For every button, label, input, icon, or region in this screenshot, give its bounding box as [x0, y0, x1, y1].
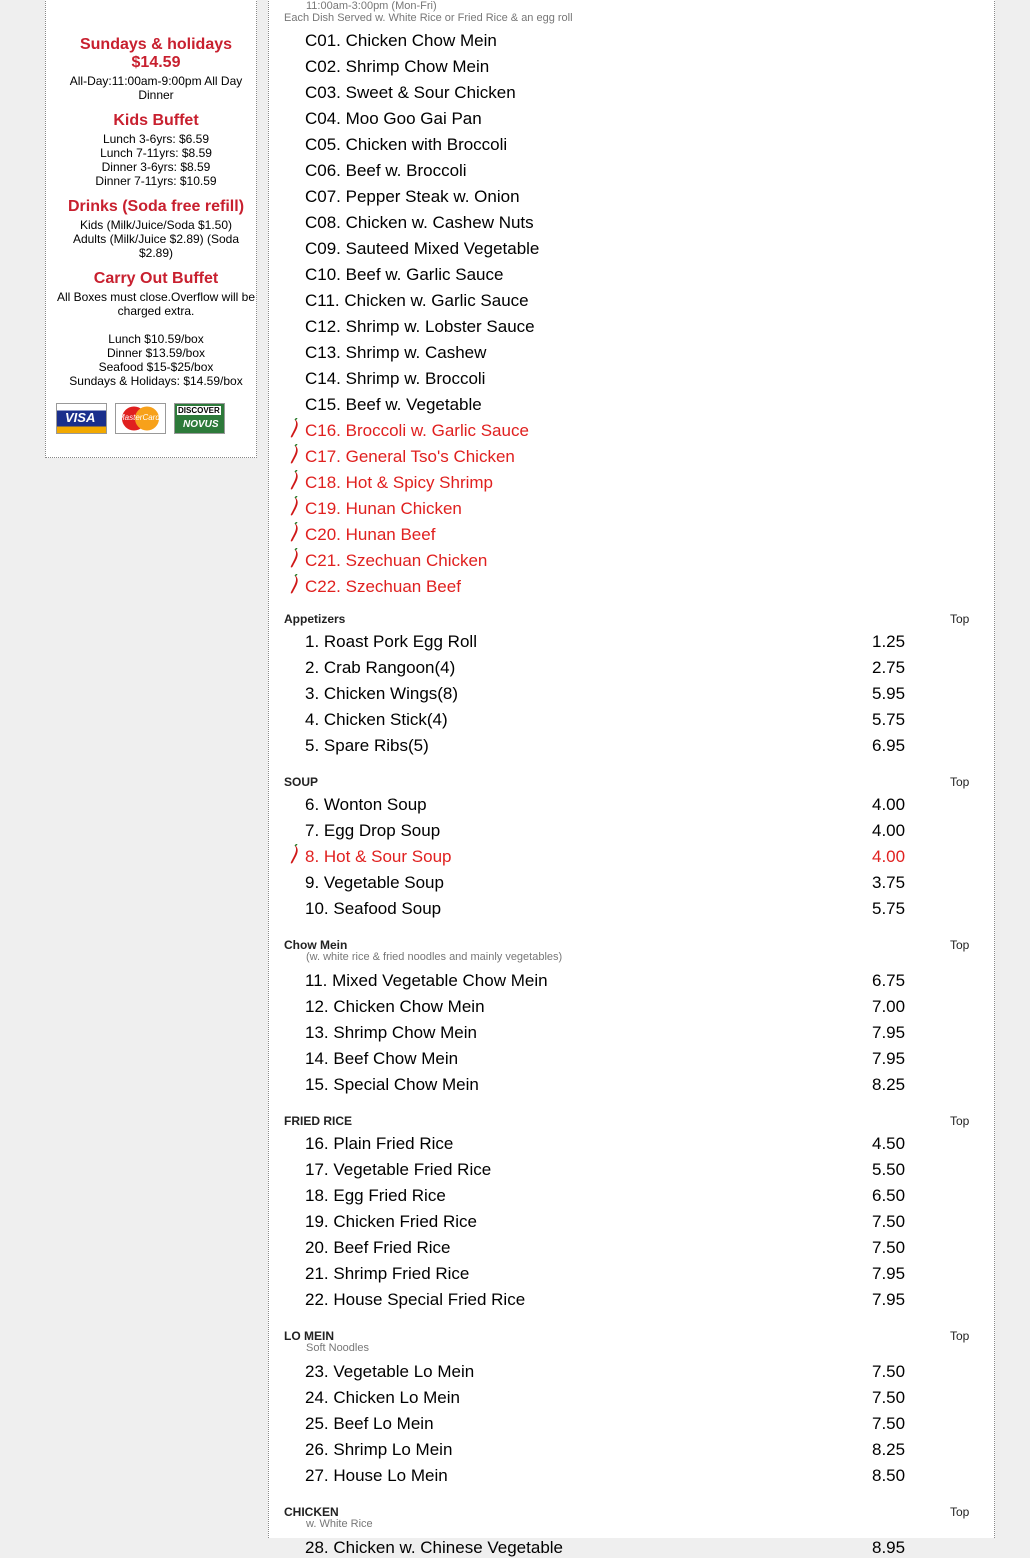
menu-item-price: 7.50	[872, 1362, 906, 1381]
hot-pepper-icon	[288, 574, 300, 596]
section-title: Chow Mein	[284, 938, 348, 952]
menu-item: 25. Beef Lo Mein	[305, 1414, 434, 1433]
menu-item: 9. Vegetable Soup	[305, 873, 444, 892]
novus-logo-text: NOVUS	[183, 419, 219, 430]
menu-item: 21. Shrimp Fried Rice	[305, 1264, 470, 1283]
discover-logo-text: DISCOVER	[178, 406, 220, 415]
menu-item: 14. Beef Chow Mein	[305, 1049, 459, 1068]
menu-item: C20. Hunan Beef	[305, 525, 436, 544]
menu-item-price: 8.95	[872, 1538, 906, 1557]
hot-pepper-icon	[288, 522, 300, 544]
lunch-note: Each Dish Served w. White Rice or Fried Rice & an egg roll	[284, 12, 573, 24]
menu-item: 24. Chicken Lo Mein	[305, 1388, 460, 1407]
menu-item: 5. Spare Ribs(5)	[305, 736, 429, 755]
lunch-hours: 11:00am-3:00pm (Mon-Fri)	[306, 0, 437, 12]
menu-item: C19. Hunan Chicken	[305, 499, 462, 518]
drinks-adults: Adults (Milk/Juice $2.89) (Soda $2.89)	[72, 232, 240, 260]
menu-item: 18. Egg Fried Rice	[305, 1186, 446, 1205]
menu-item: 4. Chicken Stick(4)	[305, 710, 448, 729]
sidebar	[45, 0, 257, 458]
menu-item: C16. Broccoli w. Garlic Sauce	[305, 421, 529, 440]
menu-item: C08. Chicken w. Cashew Nuts	[305, 213, 534, 232]
hot-pepper-icon	[288, 444, 300, 466]
menu-item: 15. Special Chow Mein	[305, 1075, 479, 1094]
menu-item: C11. Chicken w. Garlic Sauce	[305, 291, 529, 310]
menu-item: C09. Sauteed Mixed Vegetable	[305, 239, 540, 258]
menu-item-price: 4.50	[872, 1134, 906, 1153]
section-subtitle: w. White Rice	[306, 1518, 373, 1530]
menu-item: C12. Shrimp w. Lobster Sauce	[305, 317, 535, 336]
menu-item: 19. Chicken Fried Rice	[305, 1212, 477, 1231]
carry-out-line: Lunch $10.59/box	[108, 332, 204, 346]
mastercard-logo-text: MasterCard	[118, 413, 160, 422]
menu-item-price: 5.75	[872, 899, 906, 918]
hot-pepper-icon	[288, 470, 300, 492]
menu-item: C14. Shrimp w. Broccoli	[305, 369, 486, 388]
section-subtitle: (w. white rice & fried noodles and mainly vegetables)	[306, 951, 563, 963]
carry-out-line: Sundays & Holidays: $14.59/box	[69, 374, 243, 388]
menu-item-price: 5.50	[872, 1160, 906, 1179]
menu-item: C10. Beef w. Garlic Sauce	[305, 265, 504, 284]
menu-item-price: 7.95	[872, 1049, 906, 1068]
menu-item-price: 7.50	[872, 1388, 906, 1407]
sundays-hours: All-Day:11:00am-9:00pm All Day Dinner	[69, 74, 243, 102]
menu-item-price: 8.25	[872, 1440, 906, 1459]
menu-item: 11. Mixed Vegetable Chow Mein	[305, 971, 548, 990]
sundays-price: $14.59	[131, 54, 181, 71]
menu-item: 8. Hot & Sour Soup	[305, 847, 452, 866]
menu-item: C13. Shrimp w. Cashew	[305, 343, 487, 362]
top-link[interactable]: Top	[950, 938, 970, 952]
menu-item-price: 8.25	[872, 1075, 906, 1094]
menu-item: 20. Beef Fried Rice	[305, 1238, 451, 1257]
section-title: SOUP	[284, 775, 319, 789]
menu-item: C06. Beef w. Broccoli	[305, 161, 467, 180]
kids-line: Lunch 7-11yrs: $8.59	[100, 146, 212, 160]
menu-item-price: 8.50	[872, 1466, 906, 1485]
menu-item: 6. Wonton Soup	[305, 795, 427, 814]
payment-cards	[56, 403, 233, 434]
top-link[interactable]: Top	[950, 775, 970, 789]
section-title: Appetizers	[284, 612, 346, 626]
discover-card-icon	[174, 403, 225, 434]
menu-item: 10. Seafood Soup	[305, 899, 442, 918]
section-subtitle: Soft Noodles	[306, 1342, 369, 1354]
hot-pepper-icon	[288, 548, 300, 570]
top-link[interactable]: Top	[950, 1114, 970, 1128]
menu-item: 12. Chicken Chow Mein	[305, 997, 485, 1016]
menu-item: C18. Hot & Spicy Shrimp	[305, 473, 494, 492]
menu-item-price: 4.00	[872, 821, 906, 840]
hot-pepper-icon	[288, 496, 300, 518]
hot-pepper-icon	[288, 844, 300, 866]
carry-out-line: Seafood $15-$25/box	[98, 360, 214, 374]
menu-item-price: 3.75	[872, 873, 906, 892]
menu-item: 23. Vegetable Lo Mein	[305, 1362, 475, 1381]
menu-item: 1. Roast Pork Egg Roll	[305, 632, 477, 651]
menu-item-price: 7.95	[872, 1290, 906, 1309]
sundays-block	[54, 36, 258, 102]
kids-block	[54, 112, 258, 188]
section-title: CHICKEN	[284, 1505, 339, 1519]
menu-item: 7. Egg Drop Soup	[305, 821, 441, 840]
mastercard-card-icon	[115, 403, 166, 434]
menu-item-price: 2.75	[872, 658, 906, 677]
menu-item-price: 7.00	[872, 997, 906, 1016]
menu-item-price: 7.50	[872, 1238, 906, 1257]
menu-item-price: 6.75	[872, 971, 906, 990]
menu-item: 13. Shrimp Chow Mein	[305, 1023, 477, 1042]
menu-item: C21. Szechuan Chicken	[305, 551, 488, 570]
menu-item: C03. Sweet & Sour Chicken	[305, 83, 516, 102]
menu-item-price: 5.75	[872, 710, 906, 729]
menu-item: 22. House Special Fried Rice	[305, 1290, 526, 1309]
menu-item-price: 6.95	[872, 736, 906, 755]
menu-item: 16. Plain Fried Rice	[305, 1134, 454, 1153]
menu-item-price: 7.95	[872, 1264, 906, 1283]
drinks-title: Drinks (Soda free refill)	[67, 198, 245, 215]
kids-title: Kids Buffet	[113, 112, 199, 129]
menu-item-price: 4.00	[872, 847, 906, 866]
menu-item: C04. Moo Goo Gai Pan	[305, 109, 482, 128]
hot-pepper-icon	[288, 418, 300, 440]
menu-item-price: 1.25	[872, 632, 906, 651]
carry-out-note: All Boxes must close.Overflow will be charged extra.	[56, 290, 256, 318]
menu-item: C15. Beef w. Vegetable	[305, 395, 482, 414]
menu-item-price: 7.50	[872, 1414, 906, 1433]
menu-item: 28. Chicken w. Chinese Vegetable	[305, 1538, 564, 1557]
carry-out-block	[54, 270, 258, 388]
menu-item: C02. Shrimp Chow Mein	[305, 57, 490, 76]
menu-item: C22. Szechuan Beef	[305, 577, 461, 596]
section-title: LO MEIN	[284, 1329, 334, 1343]
top-link[interactable]: Top	[950, 1329, 970, 1343]
carry-out-line: Dinner $13.59/box	[106, 346, 206, 360]
sundays-title: Sundays & holidays	[79, 36, 233, 53]
visa-logo-text: VISA	[65, 410, 96, 425]
menu-item: C07. Pepper Steak w. Onion	[305, 187, 520, 206]
menu-item: C17. General Tso's Chicken	[305, 447, 515, 466]
menu-item: C01. Chicken Chow Mein	[305, 31, 497, 50]
menu-item: 26. Shrimp Lo Mein	[305, 1440, 453, 1459]
menu-item-price: 4.00	[872, 795, 906, 814]
kids-line: Dinner 3-6yrs: $8.59	[101, 160, 211, 174]
menu-item: 17. Vegetable Fried Rice	[305, 1160, 492, 1179]
menu-item-price: 6.50	[872, 1186, 906, 1205]
menu-item: 3. Chicken Wings(8)	[305, 684, 459, 703]
menu-item-price: 5.95	[872, 684, 906, 703]
menu-item: C05. Chicken with Broccoli	[305, 135, 508, 154]
carry-out-title: Carry Out Buffet	[93, 270, 219, 287]
menu-item-price: 7.50	[872, 1212, 906, 1231]
visa-card-icon	[56, 403, 107, 434]
menu-item: 2. Crab Rangoon(4)	[305, 658, 456, 677]
top-link[interactable]: Top	[950, 612, 970, 626]
kids-line: Dinner 7-11yrs: $10.59	[95, 174, 217, 188]
menu-item-price: 7.95	[872, 1023, 906, 1042]
top-link[interactable]: Top	[950, 1505, 970, 1519]
kids-line: Lunch 3-6yrs: $6.59	[102, 132, 210, 146]
menu-item: 27. House Lo Mein	[305, 1466, 448, 1485]
section-title: FRIED RICE	[284, 1114, 353, 1128]
drinks-kids: Kids (Milk/Juice/Soda $1.50)	[79, 218, 233, 232]
menu-panel	[268, 0, 995, 1557]
drinks-block	[54, 198, 258, 260]
